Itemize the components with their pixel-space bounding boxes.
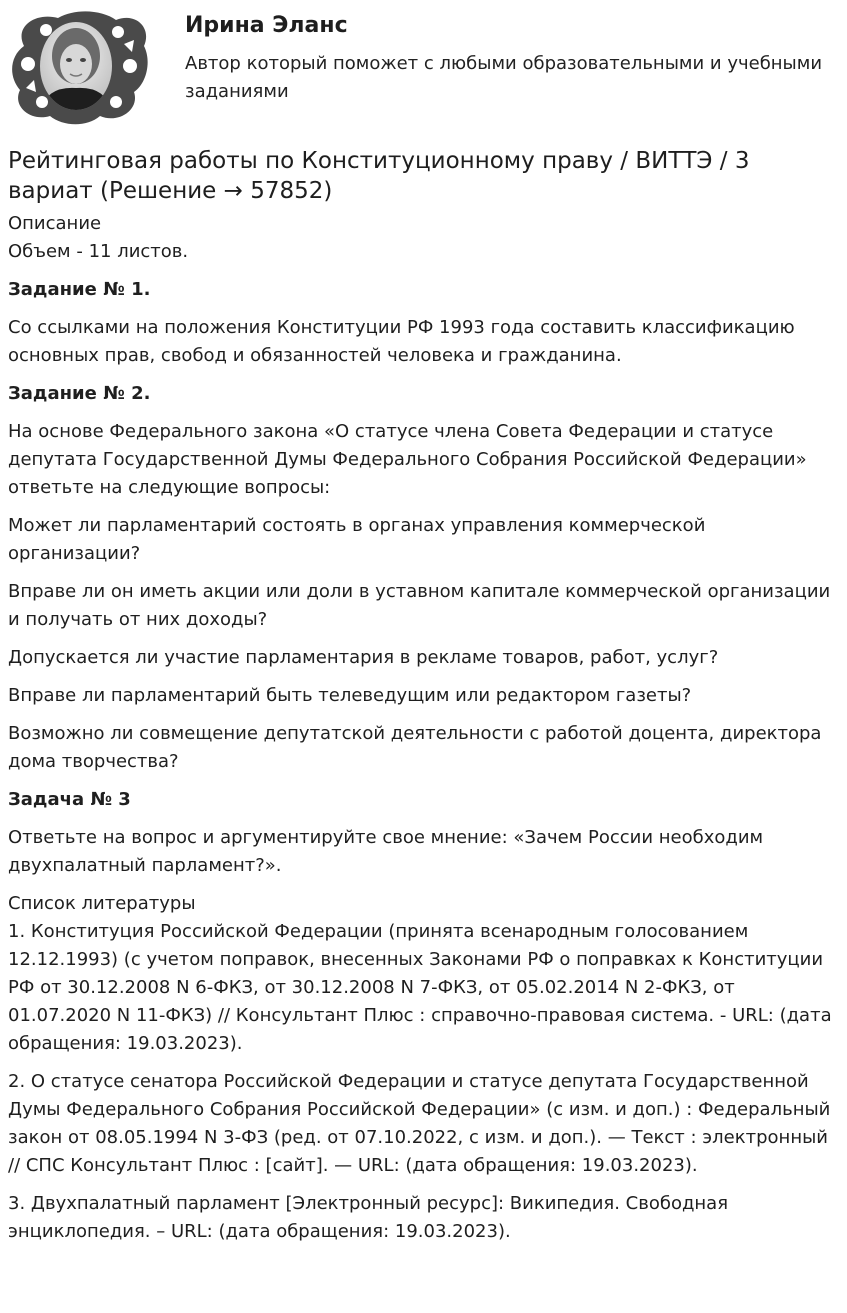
task2-question: Вправе ли он иметь акции или доли в уставном капитале коммерческой организации и получать от них доходы? — [8, 581, 831, 630]
task2-question: Допускается ли участие парламентария в рекламе товаров, работ, услуг? — [8, 647, 719, 668]
task2-heading: Задание № 2. — [8, 383, 151, 404]
task2-intro: На основе Федерального закона «О статусе члена Совета Федерации и статусе депутата Государственной Думы Федерального Собрания Российской Федерации» ответьте на следующие вопросы: — [8, 421, 807, 498]
literature-item: 2. О статусе сенатора Российской Федерации и статусе депутата Государственной Думы Федерального Собрания Российской Федерации» (с изм. и доп.) : Федеральный закон от 08.05.1994 N 3-ФЗ (ред. от 07.10.2022, с изм. и доп.). — Текст : электронный // СПС Консультант Плюс : [сайт]. — URL: (дата обращения: 19.03.2023). — [8, 1071, 831, 1176]
task3-heading: Задача № 3 — [8, 789, 131, 810]
task1-text: Со ссылками на положения Конституции РФ 1993 года составить классификацию основных прав, свобод и обязанностей человека и гражданина. — [8, 317, 795, 366]
task2-question: Может ли парламентарий состоять в органах управления коммерческой организации? — [8, 515, 706, 564]
literature-label: Список литературы — [8, 893, 196, 914]
volume-text: Объем - 11 листов. — [8, 241, 189, 262]
page-title: Рейтинговая работы по Конституционному праву / ВИТТЭ / 3 вариат (Решение → 57852) — [8, 148, 750, 204]
description-label: Описание — [8, 213, 102, 234]
literature-item: 1. Конституция Российской Федерации (принята всенародным голосованием 12.12.1993) (с учетом поправок, внесенных Законами РФ о поправках к Конституции РФ от 30.12.2008 N 6-ФКЗ, от 30.12.2008 N 7-ФКЗ, от 05.02.2014 N 2-ФКЗ, от 01.07.2020 N 11-ФКЗ) // Консультант Плюс : справочно-правовая система. - URL: (дата обращения: 19.03.2023). — [8, 921, 832, 1054]
author-name[interactable]: Ирина Эланс — [185, 13, 348, 38]
task2-question: Возможно ли совмещение депутатской деятельности с работой доцента, директора дома творчества? — [8, 723, 822, 772]
literature-item: 3. Двухпалатный парламент [Электронный ресурс]: Википедия. Свободная энциклопедия. – URL: (дата обращения: 19.03.2023). — [8, 1193, 729, 1242]
author-avatar[interactable] — [6, 6, 152, 126]
task1-heading: Задание № 1. — [8, 279, 151, 300]
author-card — [0, 0, 847, 130]
task3-text: Ответьте на вопрос и аргументируйте свое мнение: «Зачем России необходим двухпалатный парламент?». — [8, 827, 764, 876]
document-content — [8, 146, 840, 1256]
task2-question: Вправе ли парламентарий быть телеведущим или редактором газеты? — [8, 685, 692, 706]
author-description: Автор который поможет с любыми образовательными и учебными заданиями — [185, 53, 823, 102]
